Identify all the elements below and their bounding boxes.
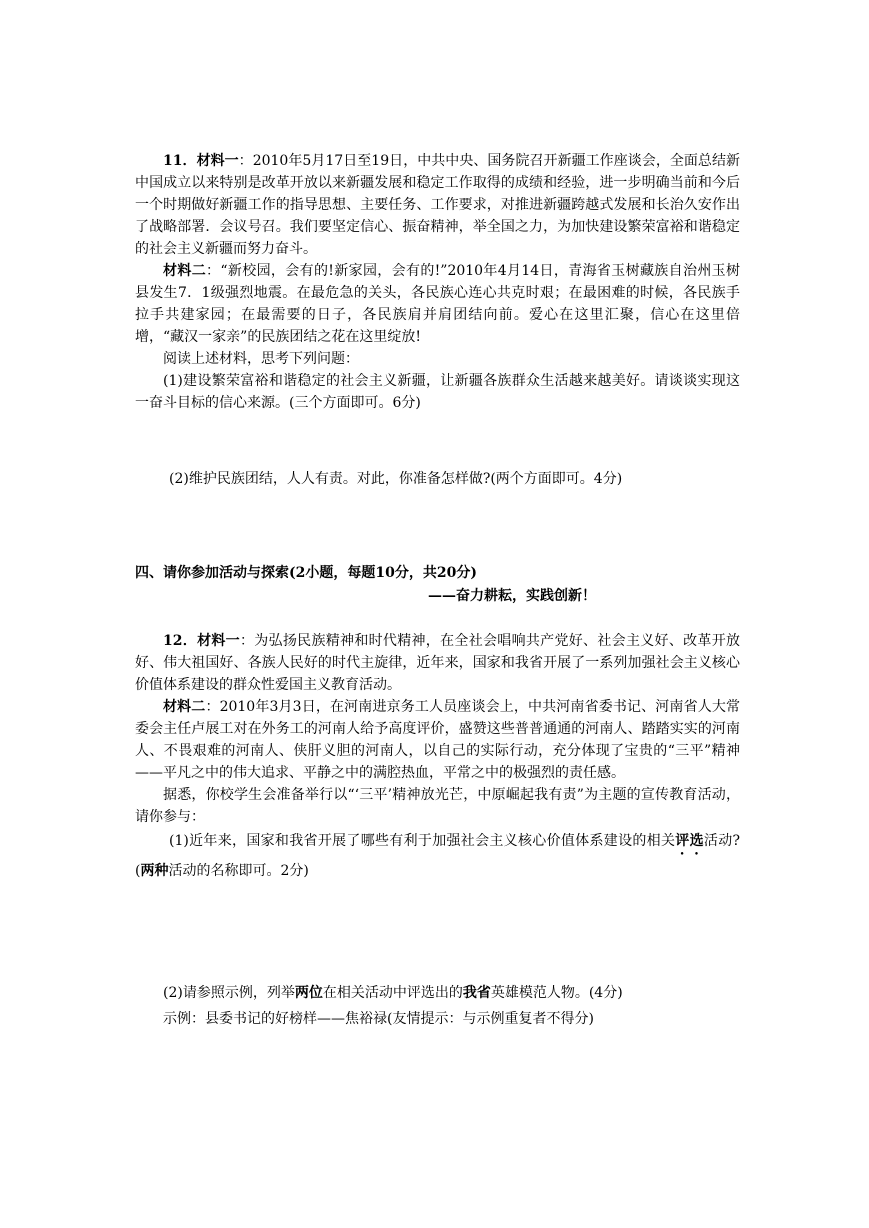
q12-sub1-text-b: 活动?( [135, 833, 740, 879]
question-11 [135, 150, 740, 414]
q12-sub1-text-c: 活动的名称即可。2分) [168, 863, 309, 879]
q11-material-2-text: ：“新校园，会有的!新家园，会有的!”2010年4月14日，青海省玉树藏族自治州玉树县发生7．1级强烈地震。在最危急的关头，各民族心连心共克时艰；在最困难的时候，各民族手拉手共建家园；在最需要的日子，各民族肩并肩团结向前。爱心在这里汇聚，信心在这里倍增，“藏汉一家亲”的民族团结之花在这里绽放! [135, 263, 741, 345]
question-12 [135, 630, 740, 884]
q12-sub-question-2-block [135, 980, 740, 1032]
q12-number: 12． [163, 633, 198, 649]
q12-example: 示例：县委书记的好榜样——焦裕禄(友情提示：与示例重复者不得分) [163, 1011, 594, 1027]
q11-material-1-label: 材料一 [196, 153, 239, 169]
q12-sub1-text-a: (1)近年来，国家和我省开展了哪些有利于加强社会主义核心价值体系建设的相关 [169, 833, 676, 849]
q12-material-2-text: ：2010年3月3日，在河南进京务工人员座谈会上，中共河南省委书记、河南省人大常委会主任卢展工对在外务工的河南人给予高度评价，盛赞这些普普通通的河南人、踏踏实实的河南人、不畏艰难的河南人、侠肝义胆的河南人，以自己的实际行动，充分体现了宝贵的“三平”精神——平凡之中的伟大追求、平静之中的满腔热血，平常之中的极强烈的责任感。 [135, 699, 740, 781]
q12-sub-question-2 [135, 980, 740, 1006]
q11-sub-question-2-block [135, 468, 740, 490]
section-4-heading: 四、请你参加活动与探索(2小题，每题10分，共20分) [135, 565, 477, 581]
q11-material-2-label: 材料二 [163, 263, 207, 279]
q12-sub2-strong-1: 两位 [294, 985, 323, 1001]
q12-intro: 据悉，你校学生会准备举行以“‘三平’精神放光芒，中原崛起我有责”为主题的宣传教育活动，请你参与： [135, 787, 740, 825]
q12-sub2-text-a: (2)请参照示例，列举 [163, 985, 295, 1001]
q11-sub-question-1: (1)建设繁荣富裕和谐稳定的社会主义新疆，让新疆各族群众生活越来越美好。请谈谈实现这一奋斗目标的信心来源。(三个方面即可。6分) [135, 373, 740, 411]
q12-sub2-text-c: 英雄模范人物。(4分) [490, 985, 623, 1001]
q11-prompt: 阅读上述材料，思考下列问题： [163, 351, 359, 367]
section-4-slogan: ——奋力耕耘，实践创新！ [428, 588, 596, 604]
q12-sub1-emphasis: 评选 [675, 833, 704, 849]
q12-material-2-label: 材料二 [163, 699, 206, 715]
q11-sub-question-2: (2)维护民族团结，人人有责。对此，你准备怎样做?(两个方面即可。4分) [169, 471, 623, 487]
q12-sub2-text-b: 在相关活动中评选出的 [322, 985, 463, 1001]
q12-material-1-label: 材料一 [197, 633, 240, 649]
q12-sub2-strong-2: 我省 [462, 985, 491, 1001]
q12-sub1-strong: 两种 [140, 863, 169, 879]
q11-material-1 [135, 150, 740, 260]
q11-number: 11． [163, 153, 197, 169]
q12-sub-question-1 [135, 828, 740, 884]
q12-material-1-text: ：为弘扬民族精神和时代精神，在全社会唱响共产党好、社会主义好、改革开放好、伟大祖国好、各族人民好的时代主旋律，近年来，国家和我省开展了一系列加强社会主义核心价值体系建设的群众性爱国主义教育活动。 [135, 633, 741, 693]
q12-material-1 [135, 630, 740, 696]
q12-material-2 [135, 696, 740, 784]
q11-material-2 [135, 260, 740, 348]
q11-material-1-text: ：2010年5月17日至19日，中共中央、国务院召开新疆工作座谈会，全面总结新中国成立以来特别是改革开放以来新疆发展和稳定工作取得的成绩和经验，进一步明确当前和今后一个时期做好新疆工作的指导思想、主要任务、工作要求，对推进新疆跨越式发展和长治久安作出了战略部署．会议号召。我们要坚定信心、振奋精神，举全国之力，为加快建设繁荣富裕和谐稳定的社会主义新疆而努力奋斗。 [135, 153, 741, 257]
